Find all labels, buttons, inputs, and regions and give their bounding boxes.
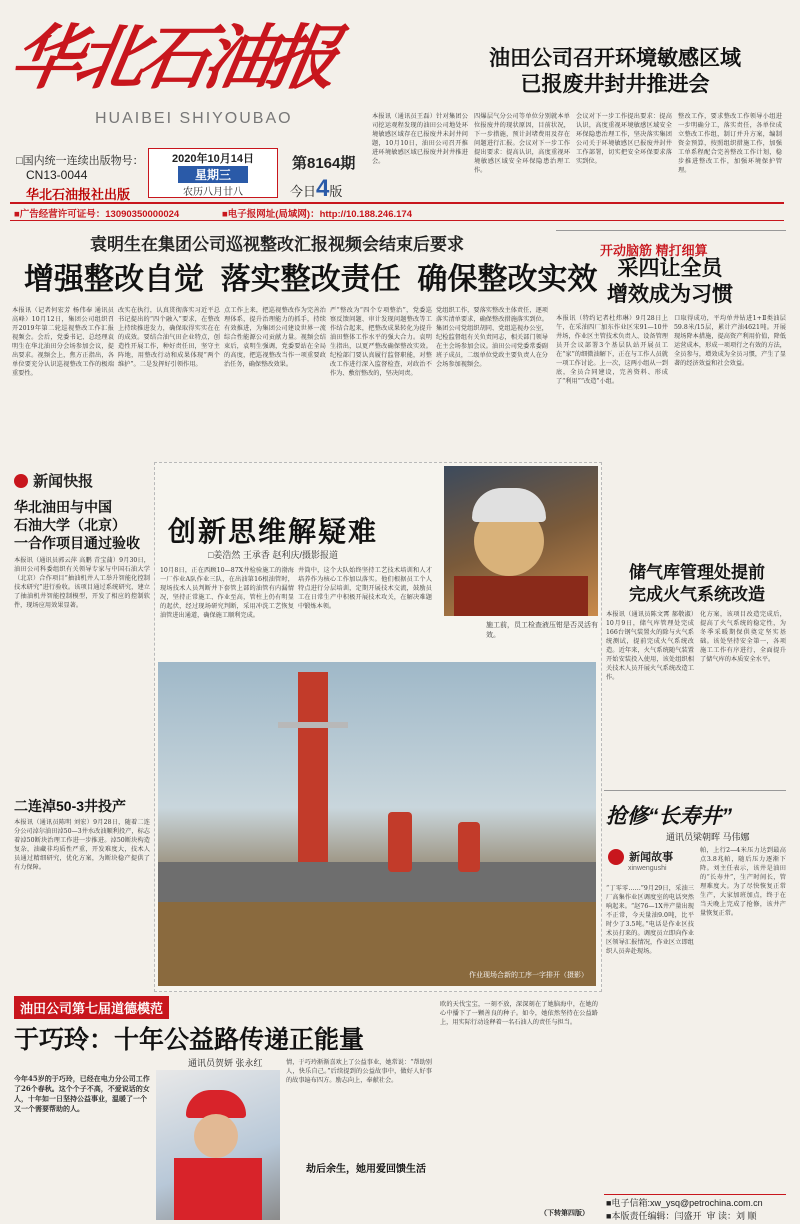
checkbox-icon: □ (16, 155, 23, 167)
cn-number: CN13-0044 (26, 168, 88, 182)
feature-title: 创新思维解疑难 (168, 516, 379, 547)
weekday: 星期三 (178, 166, 248, 183)
footer-reviewer: 审 读：刘 顺 (706, 1211, 757, 1221)
rig-worker-2 (458, 822, 480, 872)
lead-kicker: 袁明生在集团公司巡视整改汇报视频会结束后要求 (90, 235, 464, 254)
rig-caption: 作业现场合新的工序一字排开（摄影） (469, 971, 588, 979)
top-story-col3: 会议对下一步工作提出要求：提高认识，高度重视环境敏感区域安全环保隐患治理工作，坚决落实集团公司关于环境敏感区已报废井封井工作部署，切实把安全环保要求落实到位。 (576, 113, 672, 165)
lead-headline: 增强整改自觉 落实整改责任 确保整改实效 (24, 263, 598, 296)
lead-col1: 本报讯（记者何宏芳 杨伟奉 通讯员高峰）10月12日，集团公司组织召开2019年第二轮巡视整改工作汇报视频会。会后，党委书记、总经理袁明生在华北油田分会场参加会议，提出要求。视频会上，焦方正指出，各单位要充分认识巡视整改工作的极端重要性。 (12, 307, 114, 377)
rescue-col2: 帕，上行2—4米压力达到最高点3.8兆帕，随后压力逐渐下降。刘主任表示，该井是油田的“长寿井”，生产时间长，管理难度大。为了尽快恢复正常生产，大家加班加点，终于在当天晚上完成了抢修，该井产量恢复正常。 (700, 847, 786, 917)
publisher: 华北石油报社出版 (26, 187, 131, 202)
moral-col3: 欧的天伐宝宝，一刻不放，深深刻在了她脑海中，在她的心中播下了一颗善良的种子。如今，她依然坚持在公益路上，用实际行动诠释着一名石油人的责任与担当。 (440, 1001, 598, 1026)
issue-number: 第8164期 (292, 155, 356, 172)
moral-photo (156, 1070, 280, 1220)
rig-beam (278, 722, 348, 728)
storage-col2: 化方案，该项目改造完成后，提高了火气系统的稳定性，为冬季采暖期保供奠定坚实基础。该处坚持安全第一，各项施工工作有序进行，全面提升了储气库的本质安全水平。 (700, 611, 786, 663)
hard-hat (472, 488, 546, 522)
person-uniform (174, 1158, 262, 1220)
moral-section-tag: 油田公司第七届道德模范 (14, 996, 169, 1019)
feature-byline: □姜浩然 王承香 赵利庆/摄影报道 (208, 550, 338, 560)
tag-dot-icon (608, 849, 624, 865)
side-col2: 口取得成功，平均单井钻进1+Ⅱ类油层59.8米/15层，累计产油4621吨。开展现场降本措施，提高资产利用价值，降低运营成本，形成一项项行之有效的方法，全员参与，增效成为全员习惯，产生了显著的经济效益和社会效益。 (674, 315, 786, 367)
news-flash-header: 新闻快报 (14, 470, 150, 492)
cn-label: □国内统一连续出版物号： (16, 155, 144, 167)
person-face (194, 1114, 238, 1158)
side-col1: 本报讯（特约记者杜炜琳）9月28日上午，在采油四厂加东作业区宋91—10井井场，作业区主管技术负责人、设备管理员开会议部署3个基层队站开展员工在“家”的细微油解下，正在与工作人员就一项工作讨论。上一次，这两小组从一到底，全员合同建设，完善资料、形成了“利用”“改造”小组。 (556, 315, 668, 385)
moral-byline: 通讯员贺妍 张永红 (188, 1058, 263, 1068)
square-icon: ■ (222, 209, 228, 220)
feature-caption: 施工前，员工检查液压钳是否灵活有效。 (486, 621, 598, 639)
lead-col3: 点工作上来，把巡视整改作为完善治理体系，提升治理能力的抓手，持续有效推进，为集团公司建设世界一流综合性能源公司贡献力量。视频会结束后，袁明生强调，党委要站在全局的高度，把巡视整改当作一项重要政治任务，确保整改效果。 (224, 307, 326, 368)
continued-note: （下转第四版） (540, 1210, 589, 1217)
rig-platform (158, 862, 596, 902)
storage-col1: 本报讯（通讯员陈文霄 郝敬淑）10月9日，储气库管理处完成166台钢气装置火的除与火气系统测试，提前完成火气系统改造。近年来，火气系统随气装置开始安装投入使用，该处组织相关技术人员开展火气系统改造工作。 (606, 611, 694, 681)
storage-title: 储气库管理处提前 完成火气系统改造 (629, 563, 765, 604)
flash-story2-text: 本报讯（通讯员陈明 刘宏）9月28日，随着二连分公司淖尔油田淖50—3井水改油顺利投产，标志着淖50断块治理工作进一步推进。淖50断块构造复杂，油藏非均质性严重，开发难度大，技术人员通过精细研究，优化方案，为断块稳产提供了有力保障。 (14, 819, 150, 871)
ad-license: ■广告经营许可证号：13090350000024 (14, 209, 180, 220)
lead-col5: 党组织工作，要落实整改主体责任，逐项落实清单要求，确保整改措施落实到位。集团公司党组织胡同、党组巡视办公室，纪检监督组有关负责同志，相关部门领导在主会场参加会议。油田公司党委常委副班子成员，二级单位党政主要负责人在分会场参加视频会。 (436, 307, 548, 368)
footer-email[interactable]: ■电子信箱:xw_ysq@petrochina.com.cn (606, 1198, 763, 1208)
footer-editor: ■本版责任编辑：闫盛开 审 读：刘 顺 (606, 1211, 757, 1221)
masthead-logo: 华北石油报 (4, 16, 340, 99)
story-tag: 新闻故事 xinwengushi (608, 846, 688, 880)
feature-text1: 10月8日，正在西顾10—87X井检验施工的渤海一厂作业A队作业三队，在出油第16根油管时，现场技术人员判断井下套管上部的油管有内漏情况，坚持正常施工、作业至高，管柱上仍有明显的起伏，经过现场研究判断，采用冲洗工艺恢复油管进出通道，确保施工顺利完成。 (160, 567, 294, 619)
moral-subhead: 劫后余生，她用爱回馈生活 (306, 1164, 426, 1175)
flash-story1-text: 本报讯（通讯员郭云萍 高鹏 青宝蒲）9月30日，油田公司科委组织有关领导专家与中国石油大学（北京）合作项目“抽油机井人工举升智能化控制技术研究”进行验收。该项目通过系统研究，建立了抽油机井智能控制模型，开发了相应的控制软件，现场应用效果显著。 (14, 557, 150, 609)
epaper-url[interactable]: ■电子报网址(局域网)：http://10.188.246.174 (222, 209, 412, 220)
news-dot-icon (14, 474, 28, 488)
moral-intro: 今年45岁的于巧玲，已经在电力分公司工作了26个春秋。这个个子不高，不爱说话的女人，十年如一日坚持公益事业，温暖了一个又一个需要帮助的人。 (14, 1074, 150, 1113)
lead-col2: 改实在执行，认真贯彻落实习近平总书记提出的“四个融入”要求，在整改上持续推进发力，确保取得实实在在的成效。要结合油气田企业特点，创造性开展工作，种好责任田，坚守主阵地，用整改行动和成果体现“两个维护”。二是发挥好引领作用。 (118, 307, 220, 368)
masthead-pinyin: HUAIBEI SHIYOUBAO (95, 110, 293, 127)
feature-text2: 井筒中，这个大队始终坚持工艺技术培训和人才培养作为核心工作加以落实。他们根据员工个人特点进行分层培训，定期开展技术交流，鼓励员工在日常生产中积极开展技术攻关，在解决难题中锻炼本领。 (298, 567, 432, 610)
rescue-col1: “丁零零……”9月29日，采油三厂高集作业区调度室的电话突然响起来。“赵76—1X井产量出现不正常，今天量油9.0吨，比平时少了3.5吨。”电话是作业区技术员打来的。调度员立即向作业区领导汇报情况，作业区立即组织人员奔赴现场。 (606, 885, 694, 955)
side-title: 采四让全员 增效成为习惯 (607, 257, 733, 306)
rig-worker (388, 812, 412, 872)
square-icon: ■ (14, 209, 20, 220)
flash-story1-title: 华北油田与中国 石油大学（北京） 一合作项目通过验收 (14, 499, 140, 551)
rig-photo (158, 662, 596, 986)
lead-col4: 严“整改为“四个专项整治”，党委巡察反馈问题、审计发现问题整改等工作结合起来，把整改成果转化为提升油田整体工作水平的强大合力。袁明生指出，以更严整改确保整改实效。纪检部门要认真履行监督职能，对整改工作进行深入监督检查，对政治不作为、敷衍整改的，坚决问责。 (330, 307, 432, 377)
flash-story2-title: 二连淖50-3井投产 (14, 798, 127, 814)
top-story-col4: 整改工作，要求整改工作领导小组进一步明确分工，落实责任，各单位成立整改工作组，制订并升方案，编制资金预算，按照组织措施工作，加强工单系程配合完善整改工作计划，稳步推进整改工作，加强环境保护管理。 (678, 113, 782, 174)
issue-date: 2020年10月14日 (172, 153, 254, 165)
rescue-byline: 通讯员梁朝晖 马伟娜 (666, 832, 750, 842)
worker-uniform (454, 576, 588, 616)
page-count: 今日4版 (290, 175, 343, 202)
square-icon: ■ (606, 1211, 612, 1221)
moral-col2: 情，于巧玲渐渐喜欢上了公益事业，她常说：“帮助别人，快乐自己。”后续提到的公益故事中，做好人好事的故事遍布四方。励志向上，奉献社会。 (286, 1059, 432, 1084)
square-icon: ■ (606, 1198, 612, 1208)
moral-headline: 于巧玲：十年公益路传递正能量 (14, 1026, 365, 1054)
rescue-title: 抢修“长寿井” (606, 805, 732, 828)
top-story-col1: 本报讯（通讯员王磊）针对集团公司挖运观程发现的油田公司地处环境敏感区域存在已报废井未封井问题，10月10日，油田公司召开推进环境敏感区域已报废井封井推进会。 (372, 113, 468, 165)
lunar-date: 农历八月廿八 (183, 187, 243, 198)
side-kicker: 开动脑筋 精打细算 (600, 243, 708, 258)
date-box (148, 148, 278, 198)
worker-photo (444, 466, 598, 616)
top-story-col2: 四爆层气分公司等单位分别就本单位报废井的现状原因，目前状况，下一步措施，预计封堵费用及存在问题进行汇报。会议对下一步工作提出要求：提高认识，高度重视环境敏感区域安全环保隐患治理工作。 (474, 113, 570, 174)
top-story-title: 油田公司召开环境敏感区域 已报废井封井推进会 (489, 47, 741, 96)
